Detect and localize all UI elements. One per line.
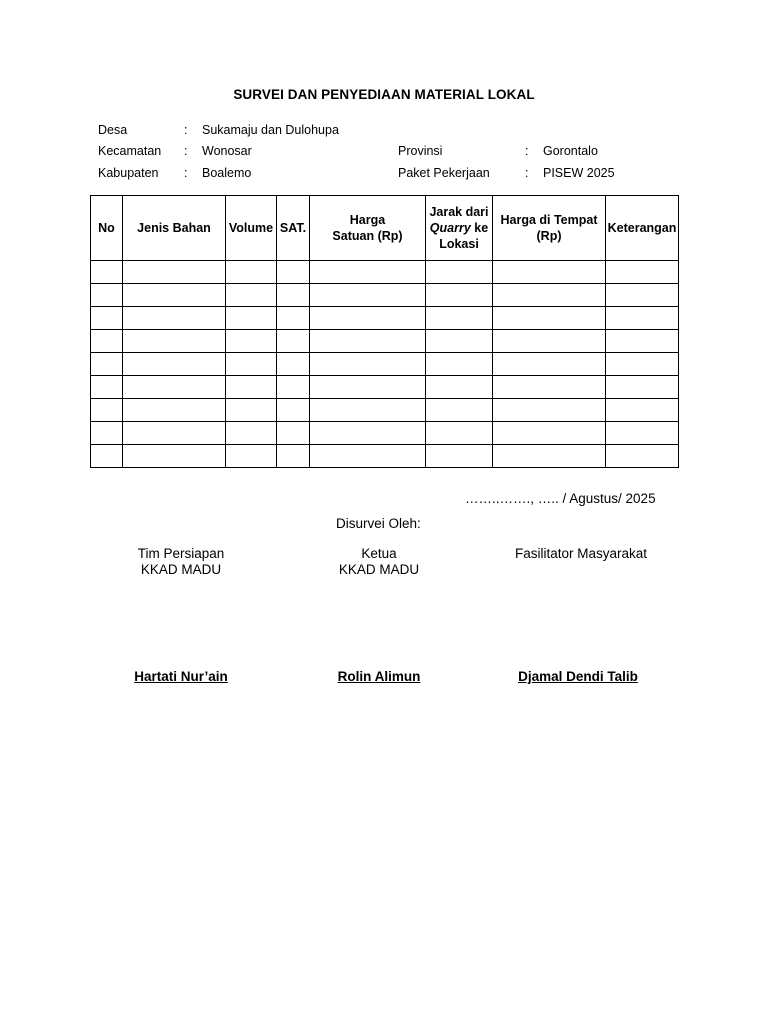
table-cell <box>226 399 277 422</box>
info-colon: : <box>184 123 188 137</box>
table-cell <box>91 330 123 353</box>
signatory-name-3: Djamal Dendi Talib <box>518 669 638 684</box>
table-cell <box>310 330 426 353</box>
table-cell <box>493 330 606 353</box>
header-jarak-prefix: Jarak dari <box>429 205 489 219</box>
table-cell <box>91 353 123 376</box>
table-cell <box>91 422 123 445</box>
table-cell <box>426 261 493 284</box>
table-cell <box>310 261 426 284</box>
signatory-role: Tim Persiapan <box>137 546 225 561</box>
header-jarak-quarry: Quarry <box>429 221 471 235</box>
table-cell <box>123 376 226 399</box>
table-cell <box>606 445 679 468</box>
signatory-2 <box>299 546 459 577</box>
table-cell <box>606 399 679 422</box>
table-cell <box>226 422 277 445</box>
signatory-3 <box>491 546 671 561</box>
table-cell <box>310 445 426 468</box>
table-cell <box>123 284 226 307</box>
table-row <box>91 284 679 307</box>
table-cell <box>493 376 606 399</box>
table-cell <box>493 307 606 330</box>
header-harga-tempat <box>493 196 606 261</box>
table-cell <box>91 261 123 284</box>
info-value: PISEW 2025 <box>543 166 615 180</box>
table-row <box>91 261 679 284</box>
header-harga-tempat-text: Harga di Tempat (Rp) <box>500 213 598 243</box>
table-cell <box>606 353 679 376</box>
date-line: ……..……., ….. / Agustus/ 2025 <box>465 491 656 506</box>
table-cell <box>91 399 123 422</box>
table-row <box>91 330 679 353</box>
table-cell <box>226 307 277 330</box>
material-table <box>90 195 679 468</box>
table-cell <box>493 399 606 422</box>
table-cell <box>493 284 606 307</box>
table-cell <box>277 422 310 445</box>
info-colon: : <box>184 166 188 180</box>
table-cell <box>606 261 679 284</box>
table-cell <box>277 445 310 468</box>
info-kecamatan <box>98 144 378 160</box>
info-label: Provinsi <box>398 144 443 158</box>
info-label: Kabupaten <box>98 166 159 180</box>
info-value: Gorontalo <box>543 144 598 158</box>
table-cell <box>226 330 277 353</box>
table-cell <box>277 330 310 353</box>
table-cell <box>123 307 226 330</box>
info-label: Kecamatan <box>98 144 162 158</box>
table-cell <box>606 376 679 399</box>
signatory-org: KKAD MADU <box>140 562 222 577</box>
table-cell <box>606 307 679 330</box>
table-cell <box>226 376 277 399</box>
table-cell <box>123 330 226 353</box>
table-cell <box>310 422 426 445</box>
table-cell <box>123 261 226 284</box>
header-jenis-bahan: Jenis Bahan <box>123 196 226 261</box>
signatory-name-2: Rolin Alimun <box>337 669 421 684</box>
header-harga-satuan <box>310 196 426 261</box>
table-cell <box>277 353 310 376</box>
header-jarak <box>426 196 493 261</box>
header-no: No <box>91 196 123 261</box>
header-volume: Volume <box>226 196 277 261</box>
table-cell <box>606 422 679 445</box>
table-cell <box>310 353 426 376</box>
table-cell <box>493 445 606 468</box>
table-cell <box>277 284 310 307</box>
info-desa <box>98 123 378 139</box>
table-row <box>91 307 679 330</box>
table-cell <box>493 353 606 376</box>
table-row <box>91 353 679 376</box>
table-cell <box>123 445 226 468</box>
table-cell <box>91 445 123 468</box>
table-cell <box>310 399 426 422</box>
table-cell <box>123 399 226 422</box>
signatory-1 <box>101 546 261 577</box>
table-row <box>91 399 679 422</box>
info-colon: : <box>184 144 188 158</box>
info-value: Boalemo <box>202 166 252 180</box>
table-cell <box>91 284 123 307</box>
table-cell <box>310 284 426 307</box>
info-provinsi <box>398 144 678 160</box>
table-cell <box>493 422 606 445</box>
signatory-role: Ketua <box>361 546 397 561</box>
document-title: SURVEI DAN PENYEDIAAN MATERIAL LOKAL <box>233 87 535 102</box>
table-cell <box>277 307 310 330</box>
info-colon: : <box>525 166 529 180</box>
surveyed-by-label: Disurvei Oleh: <box>336 516 421 531</box>
signatory-name-1: Hartati Nur’ain <box>134 669 228 684</box>
table-cell <box>606 330 679 353</box>
table-cell <box>426 376 493 399</box>
table-row <box>91 376 679 399</box>
table-row <box>91 422 679 445</box>
info-label: Paket Pekerjaan <box>398 166 490 180</box>
table-cell <box>606 284 679 307</box>
table-cell <box>226 261 277 284</box>
table-cell <box>310 376 426 399</box>
table-cell <box>277 376 310 399</box>
info-colon: : <box>525 144 529 158</box>
signatory-org: KKAD MADU <box>338 562 420 577</box>
signatory-role: Fasilitator Masyarakat <box>514 546 648 561</box>
header-harga-satuan-text: Harga Satuan (Rp) <box>332 213 403 243</box>
info-paket-pekerjaan <box>398 166 678 182</box>
table-cell <box>426 445 493 468</box>
info-value: Wonosar <box>202 144 252 158</box>
table-cell <box>426 399 493 422</box>
table-cell <box>277 399 310 422</box>
info-value: Sukamaju dan Dulohupa <box>202 123 339 137</box>
table-header-row <box>91 196 679 261</box>
table-cell <box>277 261 310 284</box>
table-cell <box>426 307 493 330</box>
header-sat: SAT. <box>277 196 310 261</box>
table-cell <box>426 330 493 353</box>
table-cell <box>123 422 226 445</box>
info-label: Desa <box>98 123 128 137</box>
header-keterangan: Keterangan <box>606 196 679 261</box>
table-cell <box>226 284 277 307</box>
table-cell <box>226 353 277 376</box>
table-cell <box>493 261 606 284</box>
table-cell <box>426 284 493 307</box>
table-row <box>91 445 679 468</box>
info-kabupaten <box>98 166 378 182</box>
table-cell <box>426 353 493 376</box>
table-cell <box>426 422 493 445</box>
header-jarak-suffix: ke Lokasi <box>439 221 489 251</box>
table-cell <box>91 376 123 399</box>
table-cell <box>226 445 277 468</box>
table-cell <box>91 307 123 330</box>
table-cell <box>310 307 426 330</box>
table-cell <box>123 353 226 376</box>
